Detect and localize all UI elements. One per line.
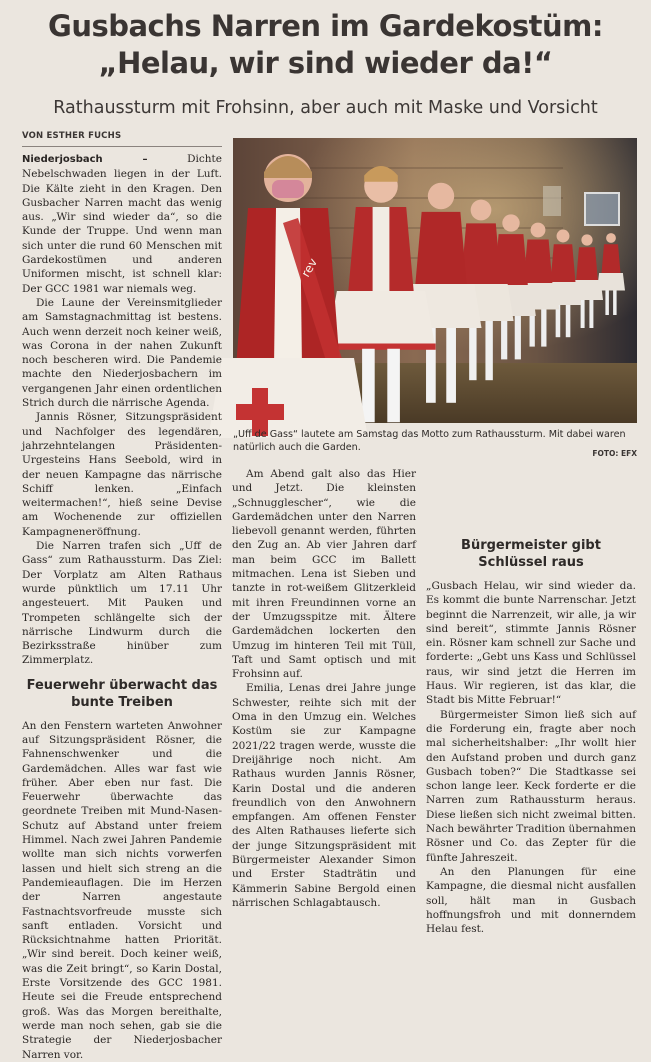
paragraph-8: „Gusbach Helau, wir sind wieder da. Es kommt die bunte Narrenschar. Jetzt beginnt die Narrenzeit, wir alle, ja wir sind bereit“, stimmte Jannis Rösner ein. Rösner kam schnell zur Sache und forderte: „Gebt uns Kass und Schlüssel raus, wir sind jetzt die Herren im Haus. Wir regieren, ist das klar, die Stadt bis Mitte Februar!“ <box>426 580 636 707</box>
headline-line-2: „Helau, wir sind wieder da!“ <box>98 46 553 80</box>
paragraph-10: An den Planungen für eine Kampagne, die diesmal nicht ausfallen soll, hält man in Gusbach hoffnungsfroh und mit donnerndem Helau fest. <box>426 865 636 936</box>
paragraph-6: Am Abend galt also das Hier und Jetzt. Die kleinsten „Schnugglescher“, wie die Gardemädchen unter den Narren liebevoll genannt werden, führten den Zug an. Ab vier Jahren darf man beim GCC im Ballett mitmachen. Lena ist Sieben und tanzte in rot-weißem Glitzerkleid mit ihren Freundinnen vorne an der Umzugsspitze mit. Ältere Gardemädchen lockerten den Umzug im hinteren Teil mit Tüll, Taft und Samt optisch und mit Frohsinn auf. <box>232 468 416 681</box>
paragraph-1 <box>22 152 222 296</box>
paragraph-1-text: Dichte Nebelschwaden liegen in der Luft. Die Kälte zieht in den Kragen. Den Gusbacher Narren macht das wenig aus. „Wir sind wieder da“, so die Kunde der Truppe. Und wenn man sich unter die rund 60 Menschen mit Gardekostümen und anderen Uniformen mischt, ist schnell klar: Der GCC 1981 war niemals weg. <box>22 153 222 295</box>
article-column-1 <box>22 152 222 1061</box>
byline-rule <box>22 146 222 147</box>
subhead-feuerwehr: Feuerwehr überwacht das bunte Treiben <box>26 677 218 710</box>
paragraph-7: Emilia, Lenas drei Jahre junge Schwester, reihte sich mit der Oma in den Umzug ein. Welches Kostüm sie zur Kampagne 2021/22 tragen werde, wusste die Dreijährige noch nicht. Am Rathaus wurden Jannis Rösner, Karin Dostal und die anderen freundlich von den Anwohnern empfangen. Am offenen Fenster des Alten Rathauses lieferte sich der junge Sitzungspräsident mit Bürgermeister Alexander Simon und Erster Stadträtin und Kämmerin Sabine Bergold einen närrischen Schlagabtausch. <box>232 682 416 909</box>
subheadline: Rathaussturm mit Frohsinn, aber auch mit Maske und Vorsicht <box>53 98 598 118</box>
article-column-3 <box>426 467 636 1017</box>
paragraph-4: Die Narren trafen sich „Uff de Gass“ zum Rathaussturm. Das Ziel: Der Vorplatz am Alten Rathaus wurde pünktlich um 17.11 Uhr angesteuert. Mit Pauken und Trompeten schlängelte sich der närrische Lindwurm durch die Bezirksstraße hinüber zum Zimmerplatz. <box>22 540 222 667</box>
photo-guard-dancers <box>233 138 637 423</box>
byline: VON ESTHER FUCHS <box>22 131 122 141</box>
subhead-buergermeister: Bürgermeister gibt Schlüssel raus <box>461 538 601 570</box>
paragraph-5: An den Fenstern warteten Anwohner auf Sitzungspräsident Rösner, die Fahnenschwenker und die Gardemädchen. Alles war fast wie früher. Aber eben nur fast. Die Feuerwehr überwachte das geordnete Treiben mit Mund-Nasen-Schutz auf Abstand unter freiem Himmel. Nach zwei Jahren Pandemie wollte man sich nichts vorwerfen lassen und hielt sich streng an die Pandemieauflagen. Die im Herzen der Narren angestaute Fastnachtsvorfreude musste sich sanft entladen. Vorsicht und Rücksichtnahme hatten Priorität. „Wir sind bereit. Doch keiner weiß, was die Zeit bringt“, so Karin Dostal, Erste Vorsitzende des GCC 1981. Heute sei die Freude entsprechend groß. Was das Morgen bereithalte, werde man noch sehen, gab sie die Strategie der Niederjosbacher Narren vor. <box>22 719 222 1061</box>
paragraph-9: Bürgermeister Simon ließ sich auf die Forderung ein, fragte aber noch mal sicherheitshalber: „Ihr wollt hier den Aufstand proben und durch ganz Gusbach toben?“ Die Stadtkasse sei schon lange leer. Keck forderte er die Narren zum Rathaussturm heraus. Diese ließen sich nicht zweimal bitten. Nach bewährter Tradition übernahmen Rösner und Co. das Zepter für die fünfte Jahreszeit. <box>426 708 636 864</box>
article-photo <box>233 138 637 423</box>
paragraph-2: Die Laune der Vereinsmitglieder am Samstagnachmittag ist bestens. Auch wenn derzeit noch keiner weiß, was Corona in der nahen Zukunft noch bescheren wird. Die Pandemie machte den Niederjosbachern im vergangenen Jahr einen ordentlichen Strich durch die närrische Agenda. <box>22 296 222 410</box>
photo-sash-text: rev <box>298 255 321 280</box>
article-column-2 <box>232 467 416 1017</box>
photo-credit: FOTO: EFX <box>592 449 637 458</box>
photo-caption: „Uff de Gass“ lautete am Samstag das Motto zum Rathaussturm. Mit dabei waren natürlich auch die Garden. <box>233 429 626 453</box>
dateline: Niederjosbach – <box>22 154 148 165</box>
paragraph-3: Jannis Rösner, Sitzungspräsident und Nachfolger des legendären, jahrzehntelangen Präsidenten-Urgesteins Hans Seebold, wird in der neuen Kampagne das närrische Schiff lenken. „Einfach weitermachen!“, hieß seine Devise am Wochenende zur offiziellen Kampagneneröffnung. <box>22 411 222 538</box>
headline <box>8 8 643 82</box>
headline-line-1: Gusbachs Narren im Gardekostüm: <box>48 9 603 43</box>
